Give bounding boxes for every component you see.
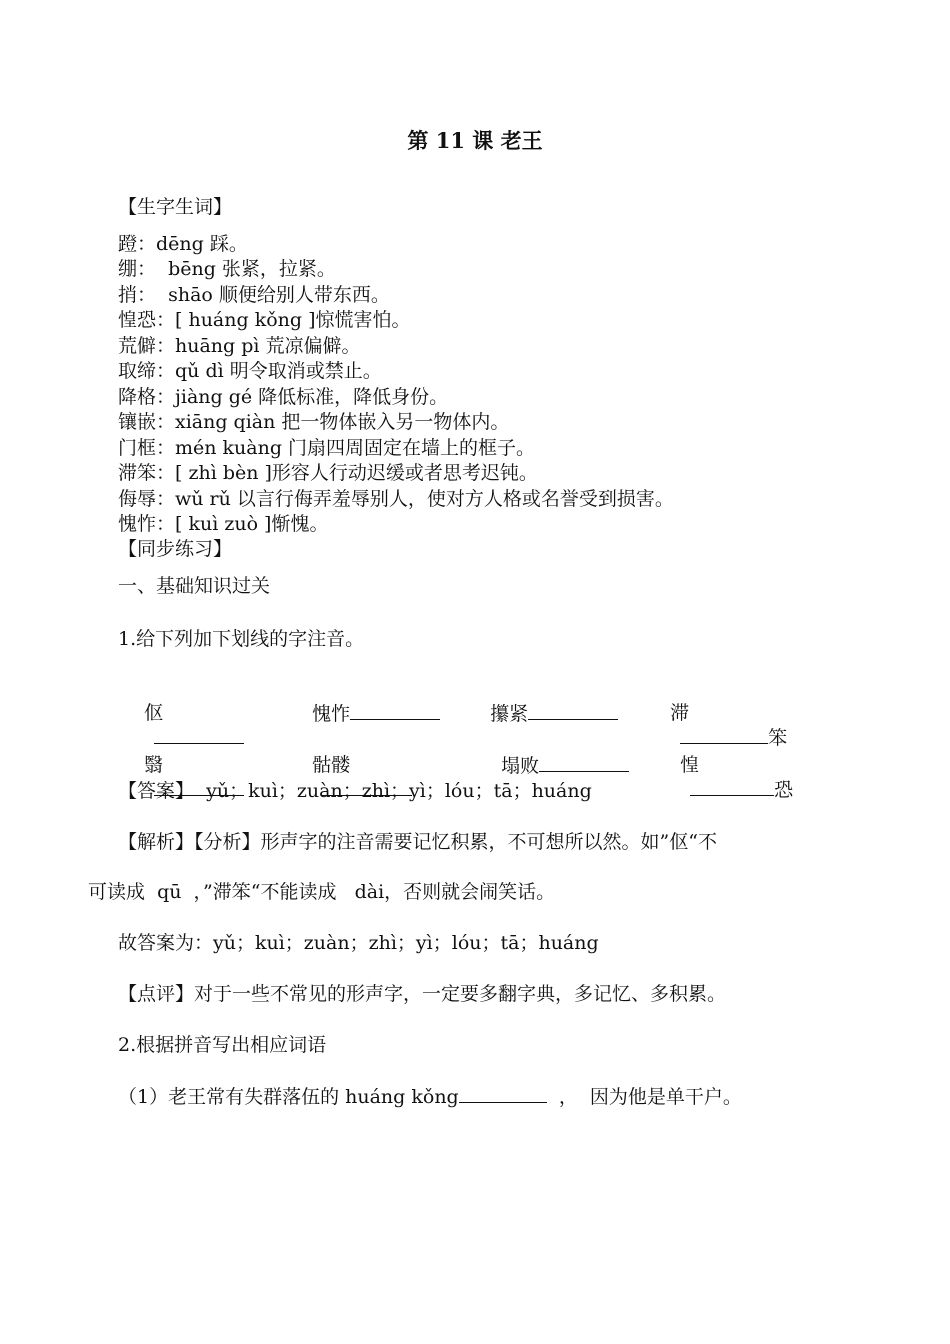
question-1-prompt: 1.给下列加下划线的字注音。 [118,628,365,650]
answer-blank[interactable] [459,1084,547,1103]
vocab-entry: 蹬：dēng 踩。 [118,233,248,255]
word-item: 伛 [120,677,244,774]
answer-blank[interactable] [690,777,774,796]
vocab-entry: 镶嵌：xiāng qiàn 把一物体嵌入另一物体内。 [118,411,510,433]
word-item: 攥紧 [466,677,618,750]
answer-blank[interactable] [528,701,618,720]
vocab-entry: 门框：mén kuàng 门扇四周固定在墙上的框子。 [118,437,536,459]
vocab-heading: 【生字生词】 [118,196,233,218]
conclusion-line: 故答案为：yǔ；kuì；zuàn；zhì；yì；lóu；tā；huáng [118,932,599,954]
page-title: 第 11 课 老王 [407,128,543,153]
word-item: 滞 笨 [670,702,788,749]
word-item: 塌败 [477,729,629,802]
vocab-entry: 降格：jiàng gé 降低标准，降低身份。 [118,386,449,408]
vocab-entry: 荒僻：huāng pì 荒凉偏僻。 [118,335,361,357]
vocab-entry: 滞笨：[ zhì bèn ]形容人行动迟缓或者思考迟钝。 [118,462,538,484]
practice-heading: 【同步练习】 [118,538,233,560]
word-item: 愧怍 [288,677,440,750]
vocab-entry: 侮辱：wǔ rǔ 以言行侮弄羞辱别人，使对方人格或名誉受到损害。 [118,488,674,510]
word-item: 惶 恐 [680,754,794,801]
answer-blank[interactable] [539,753,629,772]
answer-line: 【答案】 yǔ；kuì；zuàn；zhì；yì；lóu；tā；huáng [118,780,592,802]
answer-blank[interactable] [350,701,440,720]
analysis-line: 【解析】【分析】形声字的注音需要记忆积累，不可想所以然。如”伛“不 [118,831,717,853]
section-title: 一、基础知识过关 [118,575,271,597]
question-2-item-1: （1）老王常有失群落伍的 huáng kǒng ， 因为他是单干户。 [118,1086,742,1108]
analysis-line-continued: 可读成 qū ，”滞笨“不能读成 dài，否则就会闹笑话。 [88,881,556,903]
word-item: 翳 [120,729,244,826]
vocab-entry: 惶恐：[ huáng kǒng ]惊慌害怕。 [118,309,411,331]
vocab-entry: 捎： shāo 顺便给别人带东西。 [118,284,390,306]
comment-line: 【点评】对于一些不常见的形声字，一定要多翻字典，多记忆、多积累。 [118,983,727,1005]
question-2-prompt: 2.根据拼音写出相应词语 [118,1034,327,1056]
vocab-entry: 愧怍：[ kuì zuò ]惭愧。 [118,513,329,535]
vocab-entry: 绷： bēng 张紧，拉紧。 [118,258,336,280]
vocab-entry: 取缔：qǔ dì 明令取消或禁止。 [118,360,382,382]
word-item: 骷髅 [288,729,412,826]
